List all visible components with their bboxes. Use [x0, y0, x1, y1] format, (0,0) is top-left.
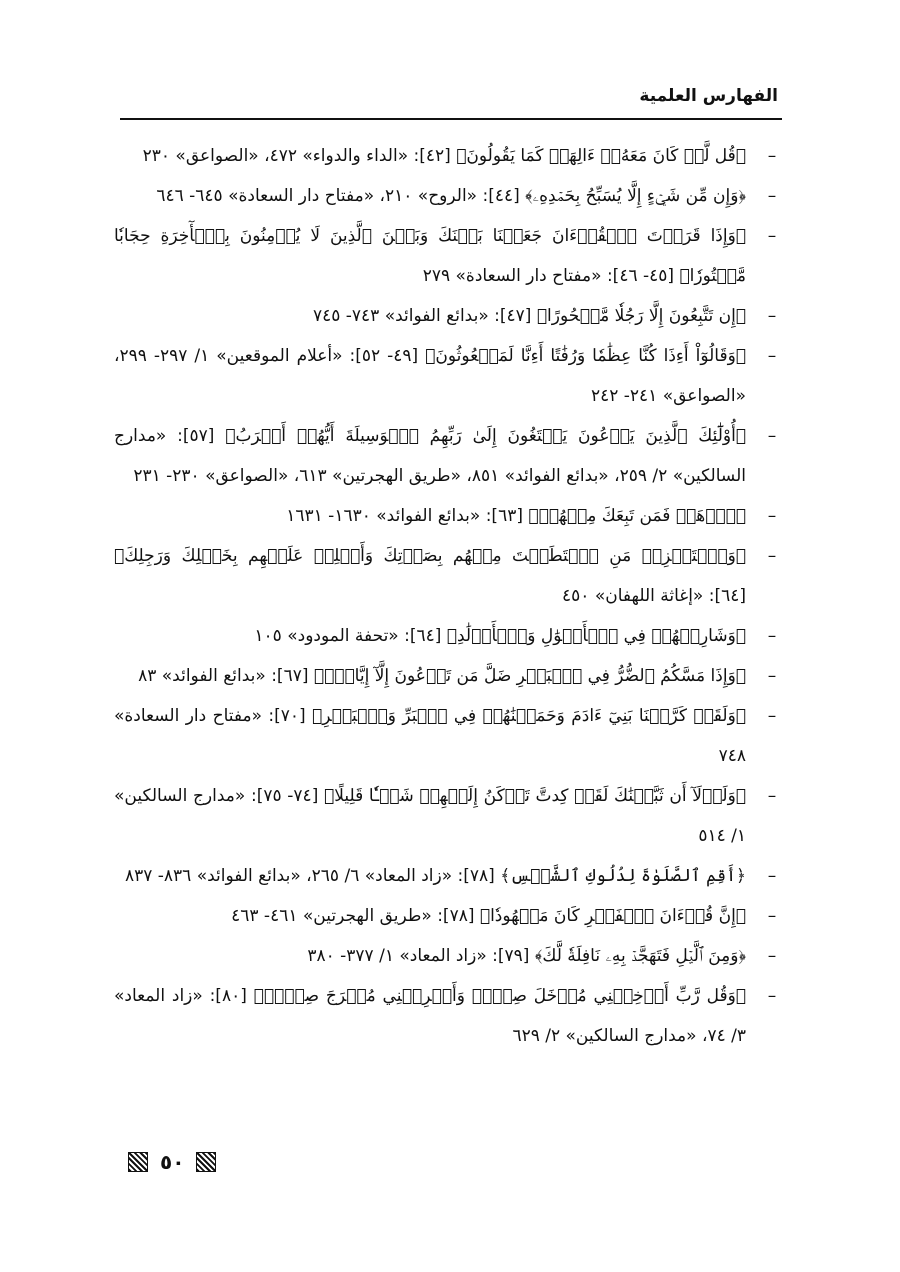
index-entry: – ﴿وَإِذَا قَرَأۡتَ ٱلۡقُرۡءَانَ جَعَلۡنَا بَيۡنَكَ وَبَيۡنَ ٱلَّذِينَ لَا يُؤۡمِنُونَ بِٱلۡأٓخِرَةِ حِجَابٗا مَّسۡتُورٗا﴾ [٤٥- ٤٦]: «مفتاح دار السعادة» ٢٧٩	[114, 226, 777, 286]
verse-text: ﴿وَإِن مِّن شَيۡءٍ إِلَّا يُسَبِّحُ بِحَمۡدِهِۦ﴾	[525, 186, 746, 206]
verse-text: ﴿وَلَوۡلَآ أَن ثَبَّتۡنَٰكَ لَقَدۡ كِدتَّ تَرۡكَنُ إِلَيۡهِمۡ شَيۡـٔٗا قَلِيلًا﴾	[324, 786, 746, 806]
index-entry: – ﴿وَمِنَ ٱلَّيۡلِ فَتَهَجَّدۡ بِهِۦ نَافِلَةٗ لَّكَ﴾ [٧٩]: «زاد المعاد» ١/ ٣٧٧- ٣٨٠	[307, 946, 777, 966]
verse-text: ﴿وَلَقَدۡ كَرَّمۡنَا بَنِيٓ ءَادَمَ وَحَمَلۡنَٰهُمۡ فِي ٱلۡبَرِّ وَٱلۡبَحۡرِ﴾	[312, 706, 747, 726]
reference-text: [٧٤- ٧٥]: «مدارج السالكين» ١/ ٥١٤	[114, 786, 746, 846]
reference-text: [٤٧]: «بدائع الفوائد» ٧٤٣- ٧٤٥	[312, 306, 532, 326]
page-footer	[128, 1150, 216, 1174]
index-entry: – ﴿إِنَّ قُرۡءَانَ ٱلۡفَجۡرِ كَانَ مَشۡهُودٗا﴾ [٧٨]: «طريق الهجرتين» ٤٦١- ٤٦٣	[231, 906, 777, 926]
reference-text: [٦٤]: «تحفة المودود» ١٠٥	[254, 626, 442, 646]
running-header-title: الفهارس العلمية	[639, 86, 778, 106]
index-entry: – ﴿أَقِمِ ٱلصَّلَوٰةَ لِدُلُوكِ ٱلشَّمۡسِ﴾ [٧٨]: «زاد المعاد» ٦/ ٢٦٥، «بدائع الفوائد» ٨٣٦- ٨٣٧	[124, 866, 777, 886]
verse-text: ﴿وَقُل رَّبِّ أَدۡخِلۡنِي مُدۡخَلَ صِدۡقٖ وَأَخۡرِجۡنِي مُخۡرَجَ صِدۡقٖ﴾	[253, 986, 747, 1006]
verse-text: ﴿ٱذۡهَبۡ فَمَن تَبِعَكَ مِنۡهُمۡ﴾	[528, 506, 746, 526]
index-entry: – ﴿ٱذۡهَبۡ فَمَن تَبِعَكَ مِنۡهُمۡ﴾ [٦٣]: «بدائع الفوائد» ١٦٣٠- ١٦٣١	[286, 506, 777, 526]
index-entry: – ﴿وَقَالُوٓاْ أَءِذَا كُنَّا عِظَٰمٗا وَرُفَٰتًا أَءِنَّا لَمَبۡعُوثُونَ﴾ [٤٩- ٥٢]: «أعلام الموقعين» ١/ ٢٩٧- ٢٩٩، «الصواعق» ٢٤١- ٢٤٢	[114, 346, 777, 406]
reference-text: [٦٣]: «بدائع الفوائد» ١٦٣٠- ١٦٣١	[286, 506, 523, 526]
verse-text: ﴿وَٱسۡتَفۡزِزۡ مَنِ ٱسۡتَطَعۡتَ مِنۡهُم بِصَوۡتِكَ وَأَجۡلِبۡ عَلَيۡهِم بِخَيۡلِكَ وَرَجِلِكَ﴾	[114, 546, 746, 566]
reference-text: [٤٥- ٤٦]: «مفتاح دار السعادة» ٢٧٩	[422, 266, 675, 286]
reference-text: [٤٢]: «الداء والدواء» ٤٧٢، «الصواعق» ٢٣٠	[142, 146, 451, 166]
verse-text: ﴿وَإِذَا مَسَّكُمُ ٱلضُّرُّ فِي ٱلۡبَحۡرِ ضَلَّ مَن تَدۡعُونَ إِلَّآ إِيَّاهُۖ﴾	[313, 666, 746, 686]
verse-text: ﴿إِن تَتَّبِعُونَ إِلَّا رَجُلٗا مَّسۡحُورًا﴾	[536, 306, 746, 326]
reference-text: [٤٩- ٥٢]: «أعلام الموقعين» ١/ ٢٩٧- ٢٩٩، «الصواعق» ٢٤١- ٢٤٢	[114, 346, 746, 406]
reference-text: [٥٧]: «مدارج السالكين» ٢/ ٢٥٩، «بدائع الفوائد» ٨٥١، «طريق الهجرتين» ٦١٣، «الصواعق» ٢٣٠- ٢٣١	[114, 426, 746, 486]
reference-text: [٧٨]: «طريق الهجرتين» ٤٦١- ٤٦٣	[231, 906, 475, 926]
index-entry: – ﴿وَإِذَا مَسَّكُمُ ٱلضُّرُّ فِي ٱلۡبَحۡرِ ضَلَّ مَن تَدۡعُونَ إِلَّآ إِيَّاهُۖ﴾ [٦٧]: «بدائع الفوائد» ٨٣	[138, 666, 777, 686]
reference-text: [٧٩]: «زاد المعاد» ١/ ٣٧٧- ٣٨٠	[307, 946, 530, 966]
reference-text: [٤٤]: «الروح» ٢١٠، «مفتاح دار السعادة» ٦٤٥- ٦٤٦	[156, 186, 520, 206]
index-entry: – ﴿قُل لَّوۡ كَانَ مَعَهُۥٓ ءَالِهَةٞ كَمَا يَقُولُونَ﴾ [٤٢]: «الداء والدواء» ٤٧٢، «الصواعق» ٢٣٠	[142, 146, 777, 166]
reference-text: [٧٠]: «مفتاح دار السعادة» ٧٤٨	[114, 706, 746, 766]
index-entry: – ﴿وَإِن مِّن شَيۡءٍ إِلَّا يُسَبِّحُ بِحَمۡدِهِۦ﴾ [٤٤]: «الروح» ٢١٠، «مفتاح دار السعادة» ٦٤٥- ٦٤٦	[156, 186, 777, 206]
index-entry: – ﴿وَلَوۡلَآ أَن ثَبَّتۡنَٰكَ لَقَدۡ كِدتَّ تَرۡكَنُ إِلَيۡهِمۡ شَيۡـٔٗا قَلِيلًا﴾ [٧٤- ٧٥]: «مدارج السالكين» ١/ ٥١٤	[114, 786, 777, 846]
verse-text: ﴿وَشَارِكۡهُمۡ فِي ٱلۡأَمۡوَٰلِ وَٱلۡأَوۡلَٰدِ﴾	[446, 626, 746, 646]
verse-text: ﴿أُوْلَٰٓئِكَ ٱلَّذِينَ يَدۡعُونَ يَبۡتَغُونَ إِلَىٰ رَبِّهِمُ ٱلۡوَسِيلَةَ أَيُّهُمۡ أَقۡرَبُ﴾	[225, 426, 747, 446]
verse-text: ﴿وَمِنَ ٱلَّيۡلِ فَتَهَجَّدۡ بِهِۦ نَافِلَةٗ لَّكَ﴾	[534, 946, 746, 966]
header-rule	[120, 118, 782, 120]
index-entry: – ﴿إِن تَتَّبِعُونَ إِلَّا رَجُلٗا مَّسۡحُورًا﴾ [٤٧]: «بدائع الفوائد» ٧٤٣- ٧٤٥	[312, 306, 777, 326]
reference-text: [٦٧]: «بدائع الفوائد» ٨٣	[138, 666, 309, 686]
ornament-icon	[128, 1152, 148, 1172]
index-entry: – ﴿وَقُل رَّبِّ أَدۡخِلۡنِي مُدۡخَلَ صِدۡقٖ وَأَخۡرِجۡنِي مُخۡرَجَ صِدۡقٖ﴾ [٨٠]: «زاد المعاد» ٣/ ٧٤، «مدارج السالكين» ٢/ ٦٢٩	[114, 986, 777, 1046]
reference-text: [٨٠]: «زاد المعاد» ٣/ ٧٤، «مدارج السالكين» ٢/ ٦٢٩	[114, 986, 746, 1046]
verse-text: ﴿أَقِمِ ٱلصَّلَوٰةَ لِدُلُوكِ ٱلشَّمۡسِ﴾	[500, 866, 746, 886]
index-entry: – ﴿وَلَقَدۡ كَرَّمۡنَا بَنِيٓ ءَادَمَ وَحَمَلۡنَٰهُمۡ فِي ٱلۡبَرِّ وَٱلۡبَحۡرِ﴾ [٧٠]: «مفتاح دار السعادة» ٧٤٨	[114, 706, 777, 766]
verse-text: ﴿قُل لَّوۡ كَانَ مَعَهُۥٓ ءَالِهَةٞ كَمَا يَقُولُونَ﴾	[456, 146, 746, 166]
verse-text: ﴿إِنَّ قُرۡءَانَ ٱلۡفَجۡرِ كَانَ مَشۡهُودٗا﴾	[479, 906, 746, 926]
index-entry: – ﴿وَشَارِكۡهُمۡ فِي ٱلۡأَمۡوَٰلِ وَٱلۡأَوۡلَٰدِ﴾ [٦٤]: «تحفة المودود» ١٠٥	[254, 626, 777, 646]
page-number: ٥٠	[160, 1150, 185, 1174]
verse-text: ﴿وَقَالُوٓاْ أَءِذَا كُنَّا عِظَٰمٗا وَرُفَٰتًا أَءِنَّا لَمَبۡعُوثُونَ﴾	[425, 346, 747, 366]
verse-text: ﴿وَإِذَا قَرَأۡتَ ٱلۡقُرۡءَانَ جَعَلۡنَا بَيۡنَكَ وَبَيۡنَ ٱلَّذِينَ لَا يُؤۡمِنُونَ بِٱلۡأٓخِرَةِ حِجَابٗا مَّسۡتُورٗا﴾	[114, 226, 746, 286]
index-entry: – ﴿أُوْلَٰٓئِكَ ٱلَّذِينَ يَدۡعُونَ يَبۡتَغُونَ إِلَىٰ رَبِّهِمُ ٱلۡوَسِيلَةَ أَيُّهُمۡ أَقۡرَبُ﴾ [٥٧]: «مدارج السالكين» ٢/ ٢٥٩، «بدائع الفوائد» ٨٥١، «طريق الهجرتين» ٦١٣، «الصواعق» ٢٣٠- ٢٣١	[114, 426, 777, 486]
ornament-icon	[196, 1152, 216, 1172]
reference-text: [٧٨]: «زاد المعاد» ٦/ ٢٦٥، «بدائع الفوائد» ٨٣٦- ٨٣٧	[124, 866, 495, 886]
reference-text: [٦٤]: «إغاثة اللهفان» ٤٥٠	[562, 586, 746, 606]
index-entries-list	[114, 136, 782, 1056]
index-entry: – ﴿وَٱسۡتَفۡزِزۡ مَنِ ٱسۡتَطَعۡتَ مِنۡهُم بِصَوۡتِكَ وَأَجۡلِبۡ عَلَيۡهِم بِخَيۡلِكَ وَرَجِلِكَ﴾ [٦٤]: «إغاثة اللهفان» ٤٥٠	[114, 546, 777, 606]
